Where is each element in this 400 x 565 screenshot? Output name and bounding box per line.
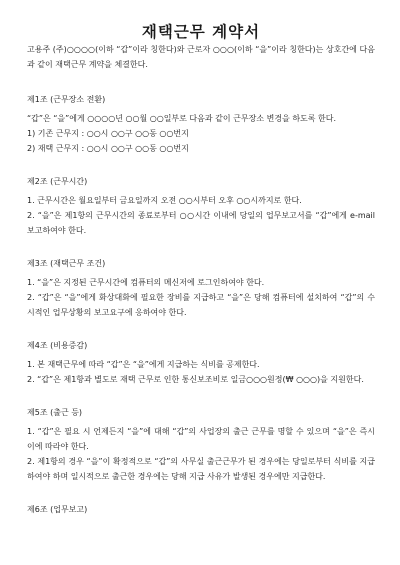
article-line: 2. “갑”은 제1항과 별도로 재택 근무로 인한 통신보조비로 일금○○○원정(₩ ○○○)을 지원한다. [27, 375, 364, 384]
article-line: 2. 제1항의 경우 “을”이 확정적으로 “갑”의 사무실 출근근무가 된 경우에는 당일로부터 식비를 지급하여야 하며 일시적으로 출근한 경우에는 당해 지급 사유가 발생된 경우에만 지급한다. [27, 457, 375, 481]
article-4 [27, 339, 375, 387]
article-line: 1. “을”은 지정된 근무시간에 컴퓨터의 메신저에 로그인하여야 한다. [27, 278, 265, 287]
intro-paragraph: 고용주 (주)○○○○(이하 “갑”이라 칭한다)와 근로자 ○○○(이하 “을”이라 칭한다)는 상호간에 다음과 같이 재택근무 계약을 체결한다. [27, 45, 375, 69]
article-5 [27, 406, 375, 484]
article-title: 제1조 (근무장소 전환) [27, 95, 106, 104]
article-3 [27, 257, 375, 320]
article-line: 2) 재택 근무지 : ○○시 ○○구 ○○동 ○○번지 [27, 144, 189, 153]
article-1 [27, 93, 375, 156]
article-title: 제4조 (비용증감) [27, 341, 88, 350]
article-2 [27, 175, 375, 238]
article-line: 1) 기존 근무지 : ○○시 ○○구 ○○동 ○○번지 [27, 129, 189, 138]
article-line: “갑”은 “을”에게 ○○○○년 ○○월 ○○일부로 다음과 같이 근무장소 변경을 하도록 한다. [27, 114, 337, 123]
article-title: 제5조 (출근 등) [27, 408, 83, 417]
article-title: 제2조 (근무시간) [27, 177, 88, 186]
document-title: 재택근무 계약서 [141, 23, 261, 41]
article-line: 1. 본 재택근무에 따라 “갑”은 “을”에게 지급하는 식비를 공제한다. [27, 360, 260, 369]
article-line: 1. “갑”은 필요 시 언제든지 “을”에 대해 “갑”의 사업장의 출근 근무를 명할 수 있으며 “을”은 즉시 이에 따라야 한다. [27, 427, 375, 451]
article-6 [27, 503, 375, 517]
article-line: 2. “갑”은 “을”에게 화상대화에 필요한 장비를 지급하고 “을”은 당해 컴퓨터에 설치하여 “갑”의 수시적인 업무상황의 보고요구에 응하여야 한다. [27, 293, 375, 317]
article-title: 제3조 (재택근무 조건) [27, 259, 106, 268]
article-line: 1. 근무시간은 월요일부터 금요일까지 오전 ○○시부터 오후 ○○시까지로 한다. [27, 196, 302, 205]
article-line: 2. “을”은 제1항의 근무시간의 종료로부터 ○○시간 이내에 당일의 업무보고서를 “갑”에게 e-mail 보고하여야 한다. [27, 211, 375, 235]
article-title: 제6조 (업무보고) [27, 505, 88, 514]
